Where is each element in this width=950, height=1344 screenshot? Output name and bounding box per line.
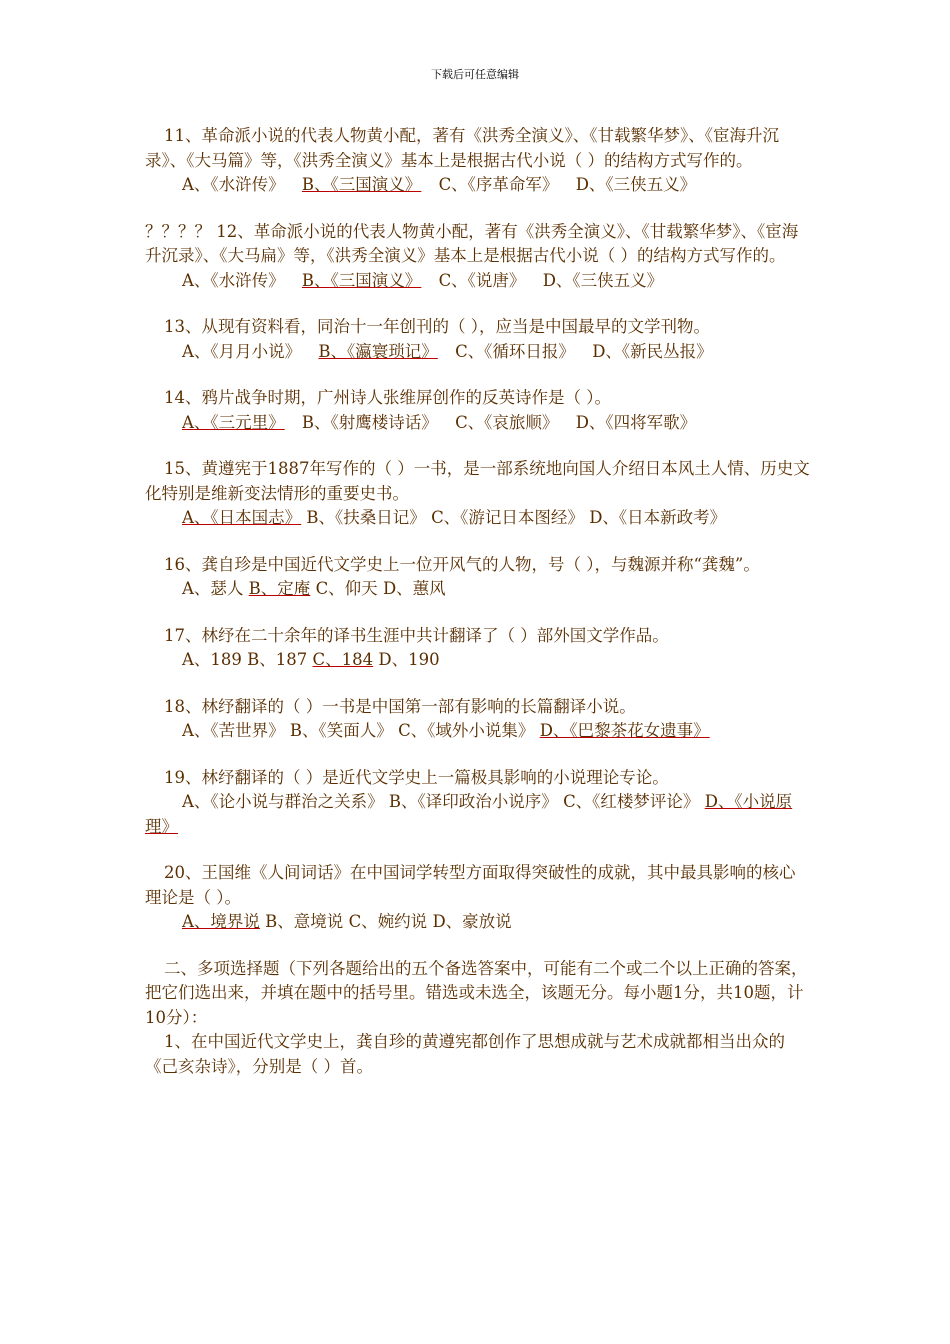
option-d: D、190 bbox=[378, 650, 440, 669]
question-stem: 20、王国维《人间词话》在中国词学转型方面取得突破性的成就，其中最具影响的核心理论是（ ）。 bbox=[145, 863, 796, 907]
question-14 bbox=[145, 386, 810, 435]
option-b: B、《译印政治小说序》 bbox=[388, 792, 558, 811]
question-12 bbox=[145, 220, 810, 294]
question-11 bbox=[145, 124, 810, 198]
option-a: A、《水浒传》 bbox=[182, 175, 285, 194]
question-options bbox=[145, 577, 810, 602]
question-20 bbox=[145, 861, 810, 935]
question-stem: ？？？？ 12、革命派小说的代表人物黄小配，著有《洪秀全演义》、《甘载繁华梦》、《宦海升沉录》、《大马扁》等，《洪秀全演义》基本上是根据古代小说（ ）的结构方式写作的。 bbox=[145, 221, 799, 265]
section-title: 二、多项选择题（下列各题给出的五个备选答案中，可能有二个或二个以上正确的答案，把它们选出来，并填在题中的括号里。错选或未选全，该题无分。每小题1分，共10题，计10分）： bbox=[145, 958, 808, 1027]
option-c: C、《说唐》 bbox=[438, 270, 526, 290]
option-a-answer: A、《日本国志》 bbox=[182, 508, 302, 527]
option-c: C、《红楼梦评论》 bbox=[563, 792, 700, 811]
page-header: 下载后可任意编辑 bbox=[431, 68, 519, 81]
option-b: B、意境说 bbox=[265, 912, 344, 931]
question-options bbox=[145, 173, 810, 198]
question-stem: 11、革命派小说的代表人物黄小配，著有《洪秀全演义》、《甘载繁华梦》、《宦海升沉录》、《大马篇》等，《洪秀全演义》基本上是根据古代小说（ ）的结构方式写作的。 bbox=[145, 126, 779, 170]
option-c: C、《序革命军》 bbox=[438, 175, 559, 194]
document-body bbox=[145, 124, 810, 1079]
question-stem: 17、林纾在二十余年的译书生涯中共计翻译了（ ）部外国文学作品。 bbox=[164, 625, 669, 645]
option-c: C、婉约说 bbox=[348, 912, 428, 931]
question-stem: 16、龚自珍是中国近代文学史上一位开风气的人物，号（ ），与魏源并称“龚魏”。 bbox=[164, 554, 760, 574]
question-stem: 15、黄遵宪于1887年写作的（ ）一书，是一部系统地向国人介绍日本风土人情、历史文化特别是维新变法情形的重要史书。 bbox=[145, 459, 810, 503]
option-d: D、《日本新政考》 bbox=[589, 508, 727, 527]
option-d-answer: D、《小说原理》 bbox=[145, 792, 793, 836]
question-stem: 19、林纾翻译的（ ）是近代文学史上一篇极具影响的小说理论专论。 bbox=[164, 767, 669, 787]
option-d: D、《三侠五义》 bbox=[542, 270, 664, 290]
option-d: D、《三侠五义》 bbox=[575, 175, 697, 194]
option-a: A、《论小说与群治之关系》 bbox=[182, 792, 384, 811]
option-c: C、《哀旅顺》 bbox=[455, 412, 559, 432]
option-c: C、《循环日报》 bbox=[455, 341, 575, 361]
question-16 bbox=[145, 553, 810, 602]
question-options bbox=[145, 648, 810, 673]
option-c: C、《游记日本图经》 bbox=[431, 508, 584, 527]
question-stem: 14、鸦片战争时期，广州诗人张维屏创作的反英诗作是（ ）。 bbox=[164, 388, 611, 407]
option-b-answer: B、《三国演义》 bbox=[301, 175, 422, 194]
option-a-answer: A、境界说 bbox=[182, 912, 260, 931]
option-b-answer: B、《三国演义》 bbox=[301, 270, 422, 290]
option-d-answer: D、《巴黎茶花女遗事》 bbox=[539, 721, 710, 740]
question-stem: 13、从现有资料看，同治十一年创刊的（ ），应当是中国最早的文学刊物。 bbox=[164, 317, 710, 336]
option-b: B、《射鹰楼诗话》 bbox=[301, 412, 438, 432]
question-19 bbox=[145, 766, 810, 840]
option-d: D、《新民丛报》 bbox=[592, 341, 713, 361]
option-b-answer: B、定庵 bbox=[248, 579, 311, 598]
question-options bbox=[145, 269, 810, 294]
option-a: A、瑟人 bbox=[182, 579, 244, 598]
question-options bbox=[145, 910, 810, 935]
option-d: D、豪放说 bbox=[432, 912, 512, 931]
question-options bbox=[145, 340, 810, 365]
question-15 bbox=[145, 457, 810, 531]
question-options bbox=[145, 719, 810, 744]
option-d: D、《四将军歌》 bbox=[575, 412, 697, 432]
question-13 bbox=[145, 315, 810, 364]
question-17 bbox=[145, 624, 810, 673]
option-b: B、187 bbox=[247, 650, 308, 669]
section-multiple-choice bbox=[145, 957, 810, 1080]
option-a: A、《月月小说》 bbox=[182, 341, 302, 361]
question-18 bbox=[145, 695, 810, 744]
option-a: A、《苦世界》 bbox=[182, 721, 285, 740]
option-a: A、《水浒传》 bbox=[182, 270, 285, 290]
multi-question-1: 1、在中国近代文学史上，龚自珍的黄遵宪都创作了思想成就与艺术成就都相当出众的《己亥杂诗》，分别是（ ）首。 bbox=[145, 1032, 785, 1076]
option-d: D、蕙风 bbox=[382, 579, 446, 598]
option-b: B、《笑面人》 bbox=[289, 721, 393, 740]
option-a-answer: A、《三元里》 bbox=[182, 412, 285, 432]
option-c: C、《域外小说集》 bbox=[398, 721, 535, 740]
option-b-answer: B、《瀛寰琐记》 bbox=[318, 341, 438, 361]
question-options bbox=[145, 506, 810, 531]
question-options bbox=[145, 411, 810, 436]
option-b: B、《扶桑日记》 bbox=[306, 508, 426, 527]
option-a: A、189 bbox=[182, 650, 242, 669]
option-c-answer: C、184 bbox=[312, 650, 374, 669]
option-c: C、仰天 bbox=[315, 579, 378, 598]
question-options bbox=[145, 790, 810, 839]
question-stem: 18、林纾翻译的（ ）一书是中国第一部有影响的长篇翻译小说。 bbox=[164, 696, 636, 716]
